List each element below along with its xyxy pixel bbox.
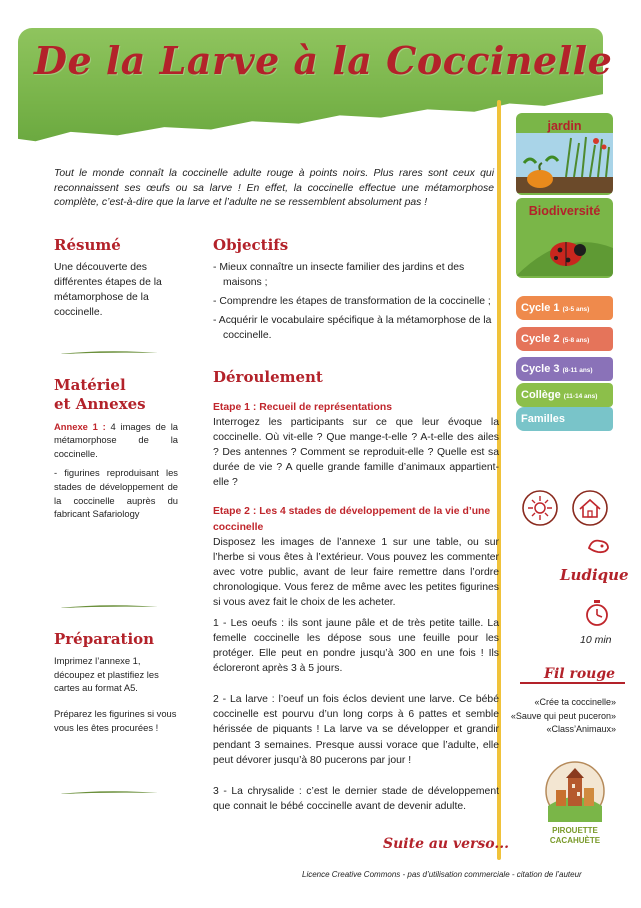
etape1-text: Interrogez les participants sur ce que leur évoque la coccinelle. Où vit-elle ? Que mange-t-elle ? A-t-elle des ailes ? Des antennes ? Comment se reproduit-elle ? Quelle est sa durée de vie ? A quelle grande famille d’animaux appartient-elle ?: [213, 417, 499, 489]
stade2-text: 2 - La larve : l’oeuf un fois éclos devient une larve. Ce bébé coccinelle est pourvu d’un long corps à 6 pattes et semble hérissée de piquants ! La larve va se développer et grandir pendant 3 semaines. Presque aussi vorace que l’adulte, elle peut dévorer jusqu’à 80 pucerons par jour !: [213, 694, 499, 766]
footer-licence: Licence Creative Commons - pas d’utilisation commerciale - citation de l’auteur: [302, 870, 582, 879]
duration: 10 min: [580, 634, 612, 646]
cycle-tag-2: Cycle 2 (5-8 ans): [516, 327, 613, 351]
stade3-text: 3 - La chrysalide : c’est le dernier stade de développement que connait le bébé coccinelle avant de devenir adulte.: [213, 785, 499, 812]
resume-section: [54, 236, 178, 320]
theme-jardin: [516, 113, 613, 195]
theme-jardin-label: jardin: [547, 119, 582, 133]
page-title: De la Larve à la Coccinelle: [34, 38, 613, 83]
objectif-item: - Comprendre les étapes de transformation de la coccinelle ;: [213, 296, 491, 308]
bear-icon: [586, 536, 612, 556]
annexe-text: Annexe 1 : 4 images de la métamorphose de la coccinelle.: [54, 420, 178, 459]
cycle-tag-college: Collège (11-14 ans): [516, 383, 613, 407]
activity-type: Ludique: [560, 566, 629, 584]
theme-biodiversite-label: Biodiversité: [528, 204, 601, 218]
deroulement-heading: Déroulement: [213, 368, 323, 386]
objectifs-heading: Objectifs: [213, 236, 289, 254]
preparation-heading: Préparation: [54, 630, 155, 648]
objectifs-section: [213, 236, 499, 347]
logo-text: PIROUETTE CACAHUÈTE: [549, 826, 601, 845]
deroulement-section: [213, 368, 499, 814]
grass-divider: [58, 604, 158, 610]
figurines-text: - figurines reproduisant les stades de développement de la coccinelle auprès du fabricant Safariology: [54, 467, 178, 520]
house-icon: [570, 488, 610, 528]
objectif-item: - Mieux connaître un insecte familier des jardins et des maisons ;: [213, 262, 465, 289]
fil-rouge-item: «Sauve qui peut puceron»: [510, 710, 616, 721]
resume-heading: Résumé: [54, 236, 121, 254]
materiel-section: [54, 376, 178, 521]
grass-divider: [58, 350, 158, 356]
garden-illustration: [516, 133, 613, 193]
stopwatch-icon: [584, 598, 610, 628]
etape2-text: Disposez les images de l’annexe 1 sur une table, ou sur l’herbe si vous êtes à l’extérieur. Vous pouvez les commenter avec votre public, avant de leur faire remettre dans l’ordre chronologique. Vous ferez de même avec les petites figurines si vous avez fait le choix de les acheter.: [213, 536, 499, 608]
resume-text: Une découverte des différentes étapes de la métamorphose de la coccinelle.: [54, 262, 162, 319]
cycle-tag-3: Cycle 3 (8-11 ans): [516, 357, 613, 381]
etape1-title: Etape 1 : Recueil de représentations: [213, 402, 393, 413]
fil-rouge-underline: [520, 682, 625, 684]
fil-rouge-item: «Class’Animaux»: [546, 724, 616, 734]
grass-divider: [58, 790, 158, 796]
fil-rouge-item: «Crée ta coccinelle»: [534, 697, 616, 707]
fil-rouge-list: [506, 696, 616, 737]
etape2-title: Etape 2 : Les 4 stades de développement de la vie d’une coccinelle: [213, 506, 491, 533]
materiel-heading-line2: et Annexes: [54, 394, 146, 413]
objectif-item: - Acquérir le vocabulaire spécifique à la métamorphose de la coccinelle.: [213, 315, 492, 342]
stade1-text: 1 - Les oeufs : ils sont jaune pâle et de très petite taille. La femelle coccinelle les dépose sous une feuille pour les protéger. Elle peut en pondre jusqu’à 300 en une fois ! Ils écloreront après 3 à 5 jours.: [213, 618, 499, 675]
sun-icon: [520, 488, 560, 528]
cycle-tag-familles: Familles: [516, 407, 613, 431]
ladybug-illustration: [516, 218, 613, 276]
fil-rouge-heading: Fil rouge: [544, 666, 616, 682]
suite-verso: Suite au verso...: [383, 836, 509, 852]
pirouette-cacahuete-logo: [544, 760, 606, 822]
cycle-tag-1: Cycle 1 (3-5 ans): [516, 296, 613, 320]
theme-biodiversite: [516, 198, 613, 278]
materiel-heading-line1: Matériel: [54, 376, 126, 394]
preparation-section: [54, 630, 178, 734]
annexe-label: Annexe 1 :: [54, 420, 106, 432]
preparation-text1: Imprimez l’annexe 1, découpez et plastifiez les cartes au format A5.: [54, 655, 159, 694]
preparation-text2: Préparez les figurines si vous vous les êtes procurées !: [54, 707, 177, 733]
intro-paragraph: Tout le monde connaît la coccinelle adulte rouge à points noirs. Plus rares sont ceux qui reconnaissent ses œufs ou sa larve ! En effet, la coccinelle effectue une métamorphose complète, c’est-à-dire que la larve et l’adulte ne se ressemblent absolument pas !: [54, 168, 494, 209]
